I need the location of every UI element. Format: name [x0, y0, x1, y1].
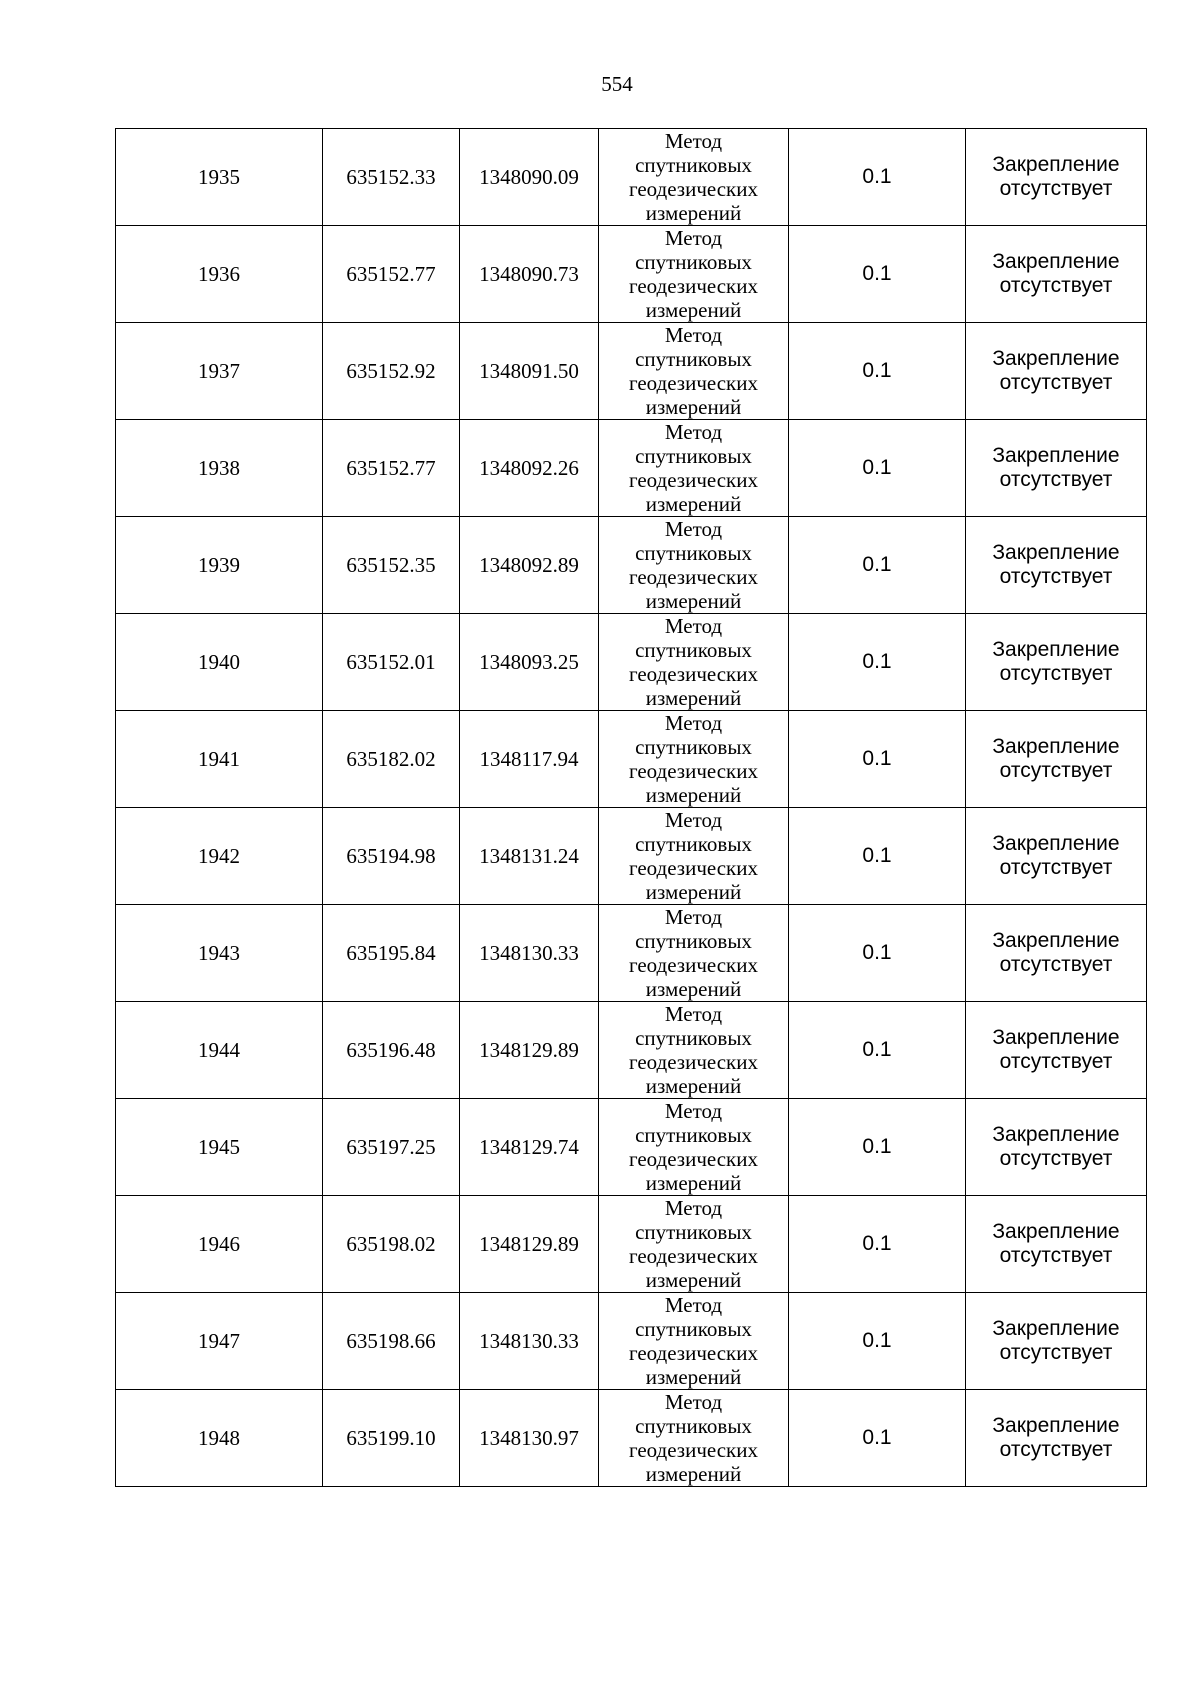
method-line: измерений — [645, 686, 742, 710]
method-line: спутниковых — [635, 1123, 752, 1147]
method-line: геодезических — [628, 662, 758, 686]
method-line: измерений — [645, 492, 742, 516]
fixation-cell — [966, 614, 1147, 711]
method-line: измерений — [645, 1074, 742, 1098]
fixation-line: Закрепление — [992, 832, 1120, 855]
point-number-cell: 1948 — [116, 1390, 323, 1487]
fixation-line: отсутствует — [999, 856, 1113, 879]
accuracy-cell: 0.1 — [789, 1390, 966, 1487]
method-line: геодезических — [628, 1050, 758, 1074]
method-cell — [599, 1293, 789, 1390]
fixation-line: Закрепление — [992, 1317, 1120, 1340]
method-cell — [599, 711, 789, 808]
fixation-cell — [966, 226, 1147, 323]
method-line: Метод — [664, 905, 723, 929]
x-coordinate-cell: 635152.01 — [323, 614, 460, 711]
fixation-cell — [966, 711, 1147, 808]
fixation-line: отсутствует — [999, 1244, 1113, 1267]
fixation-line: отсутствует — [999, 1341, 1113, 1364]
method-line: геодезических — [628, 468, 758, 492]
fixation-line: Закрепление — [992, 638, 1120, 661]
method-cell — [599, 1002, 789, 1099]
fixation-line: отсутствует — [999, 565, 1113, 588]
method-line: Метод — [664, 808, 723, 832]
fixation-line: Закрепление — [992, 1220, 1120, 1243]
method-line: геодезических — [628, 1438, 758, 1462]
table-row — [116, 323, 1147, 420]
fixation-line: отсутствует — [999, 274, 1113, 297]
x-coordinate-cell: 635195.84 — [323, 905, 460, 1002]
method-line: измерений — [645, 395, 742, 419]
method-line: спутниковых — [635, 832, 752, 856]
method-cell — [599, 614, 789, 711]
fixation-line: отсутствует — [999, 759, 1113, 782]
method-cell — [599, 226, 789, 323]
accuracy-cell: 0.1 — [789, 614, 966, 711]
method-cell — [599, 808, 789, 905]
fixation-line: отсутствует — [999, 662, 1113, 685]
method-cell — [599, 1196, 789, 1293]
x-coordinate-cell: 635152.33 — [323, 129, 460, 226]
fixation-line: отсутствует — [999, 1438, 1113, 1461]
accuracy-cell: 0.1 — [789, 1196, 966, 1293]
fixation-cell — [966, 808, 1147, 905]
method-cell — [599, 323, 789, 420]
x-coordinate-cell: 635198.02 — [323, 1196, 460, 1293]
fixation-cell — [966, 905, 1147, 1002]
method-line: спутниковых — [635, 444, 752, 468]
fixation-cell — [966, 1099, 1147, 1196]
method-cell — [599, 1390, 789, 1487]
method-line: измерений — [645, 880, 742, 904]
fixation-line: Закрепление — [992, 1026, 1120, 1049]
fixation-line: Закрепление — [992, 1414, 1120, 1437]
method-line: геодезических — [628, 759, 758, 783]
fixation-cell — [966, 1293, 1147, 1390]
fixation-cell — [966, 323, 1147, 420]
method-line: спутниковых — [635, 1220, 752, 1244]
method-line: Метод — [664, 323, 723, 347]
accuracy-cell: 0.1 — [789, 1099, 966, 1196]
fixation-line: отсутствует — [999, 177, 1113, 200]
y-coordinate-cell: 1348090.09 — [460, 129, 599, 226]
method-line: измерений — [645, 589, 742, 613]
method-line: геодезических — [628, 274, 758, 298]
page-number: 554 — [601, 72, 633, 96]
x-coordinate-cell: 635198.66 — [323, 1293, 460, 1390]
fixation-line: отсутствует — [999, 468, 1113, 491]
fixation-line: Закрепление — [992, 541, 1120, 564]
table-body — [116, 129, 1147, 1487]
point-number-cell: 1946 — [116, 1196, 323, 1293]
coordinates-table — [115, 128, 1147, 1487]
method-line: измерений — [645, 1365, 742, 1389]
method-line: Метод — [664, 226, 723, 250]
method-line: Метод — [664, 614, 723, 638]
method-line: Метод — [664, 420, 723, 444]
point-number-cell: 1941 — [116, 711, 323, 808]
method-cell — [599, 517, 789, 614]
accuracy-cell: 0.1 — [789, 1002, 966, 1099]
method-line: геодезических — [628, 1244, 758, 1268]
method-line: геодезических — [628, 371, 758, 395]
x-coordinate-cell: 635182.02 — [323, 711, 460, 808]
table-row — [116, 1390, 1147, 1487]
method-cell — [599, 420, 789, 517]
accuracy-cell: 0.1 — [789, 517, 966, 614]
fixation-line: отсутствует — [999, 1147, 1113, 1170]
x-coordinate-cell: 635152.35 — [323, 517, 460, 614]
accuracy-cell: 0.1 — [789, 129, 966, 226]
method-line: геодезических — [628, 177, 758, 201]
method-line: спутниковых — [635, 250, 752, 274]
x-coordinate-cell: 635152.92 — [323, 323, 460, 420]
fixation-line: Закрепление — [992, 250, 1120, 273]
fixation-line: Закрепление — [992, 1123, 1120, 1146]
fixation-cell — [966, 517, 1147, 614]
fixation-line: отсутствует — [999, 953, 1113, 976]
method-cell — [599, 129, 789, 226]
x-coordinate-cell: 635196.48 — [323, 1002, 460, 1099]
method-line: измерений — [645, 298, 742, 322]
method-line: спутниковых — [635, 1414, 752, 1438]
y-coordinate-cell: 1348129.89 — [460, 1196, 599, 1293]
accuracy-cell: 0.1 — [789, 323, 966, 420]
method-line: Метод — [664, 129, 723, 153]
fixation-line: Закрепление — [992, 444, 1120, 467]
method-line: геодезических — [628, 1147, 758, 1171]
y-coordinate-cell: 1348091.50 — [460, 323, 599, 420]
fixation-line: Закрепление — [992, 929, 1120, 952]
method-line: геодезических — [628, 953, 758, 977]
point-number-cell: 1937 — [116, 323, 323, 420]
accuracy-cell: 0.1 — [789, 808, 966, 905]
fixation-line: отсутствует — [999, 371, 1113, 394]
y-coordinate-cell: 1348131.24 — [460, 808, 599, 905]
point-number-cell: 1938 — [116, 420, 323, 517]
accuracy-cell: 0.1 — [789, 420, 966, 517]
point-number-cell: 1940 — [116, 614, 323, 711]
fixation-cell — [966, 1002, 1147, 1099]
accuracy-cell: 0.1 — [789, 905, 966, 1002]
table-row — [116, 226, 1147, 323]
method-line: Метод — [664, 1099, 723, 1123]
method-line: измерений — [645, 201, 742, 225]
point-number-cell: 1943 — [116, 905, 323, 1002]
y-coordinate-cell: 1348117.94 — [460, 711, 599, 808]
fixation-cell — [966, 1390, 1147, 1487]
accuracy-cell: 0.1 — [789, 711, 966, 808]
point-number-cell: 1947 — [116, 1293, 323, 1390]
method-line: Метод — [664, 711, 723, 735]
method-line: измерений — [645, 977, 742, 1001]
method-line: Метод — [664, 1390, 723, 1414]
table-row — [116, 1196, 1147, 1293]
y-coordinate-cell: 1348090.73 — [460, 226, 599, 323]
fixation-cell — [966, 1196, 1147, 1293]
method-line: геодезических — [628, 1341, 758, 1365]
y-coordinate-cell: 1348093.25 — [460, 614, 599, 711]
fixation-line: Закрепление — [992, 347, 1120, 370]
fixation-line: Закрепление — [992, 153, 1120, 176]
y-coordinate-cell: 1348129.89 — [460, 1002, 599, 1099]
accuracy-cell: 0.1 — [789, 226, 966, 323]
y-coordinate-cell: 1348130.33 — [460, 905, 599, 1002]
table-row — [116, 129, 1147, 226]
method-cell — [599, 905, 789, 1002]
table-row — [116, 1002, 1147, 1099]
table-row — [116, 517, 1147, 614]
method-line: измерений — [645, 1268, 742, 1292]
point-number-cell: 1944 — [116, 1002, 323, 1099]
point-number-cell: 1936 — [116, 226, 323, 323]
x-coordinate-cell: 635197.25 — [323, 1099, 460, 1196]
x-coordinate-cell: 635199.10 — [323, 1390, 460, 1487]
fixation-cell — [966, 420, 1147, 517]
table-row — [116, 420, 1147, 517]
x-coordinate-cell: 635152.77 — [323, 420, 460, 517]
accuracy-cell: 0.1 — [789, 1293, 966, 1390]
point-number-cell: 1935 — [116, 129, 323, 226]
method-line: спутниковых — [635, 541, 752, 565]
method-line: Метод — [664, 517, 723, 541]
method-line: спутниковых — [635, 1026, 752, 1050]
table-row — [116, 1293, 1147, 1390]
method-line: спутниковых — [635, 735, 752, 759]
method-line: Метод — [664, 1293, 723, 1317]
fixation-line: Закрепление — [992, 735, 1120, 758]
table-row — [116, 905, 1147, 1002]
method-line: измерений — [645, 783, 742, 807]
y-coordinate-cell: 1348092.26 — [460, 420, 599, 517]
method-line: геодезических — [628, 565, 758, 589]
method-line: спутниковых — [635, 347, 752, 371]
method-line: Метод — [664, 1002, 723, 1026]
method-line: измерений — [645, 1171, 742, 1195]
table-row — [116, 1099, 1147, 1196]
method-line: Метод — [664, 1196, 723, 1220]
method-line: измерений — [645, 1462, 742, 1486]
table-row — [116, 711, 1147, 808]
fixation-line: отсутствует — [999, 1050, 1113, 1073]
method-line: геодезических — [628, 856, 758, 880]
y-coordinate-cell: 1348129.74 — [460, 1099, 599, 1196]
method-line: спутниковых — [635, 153, 752, 177]
point-number-cell: 1939 — [116, 517, 323, 614]
table-row — [116, 808, 1147, 905]
y-coordinate-cell: 1348130.33 — [460, 1293, 599, 1390]
method-line: спутниковых — [635, 1317, 752, 1341]
x-coordinate-cell: 635152.77 — [323, 226, 460, 323]
table-row — [116, 614, 1147, 711]
x-coordinate-cell: 635194.98 — [323, 808, 460, 905]
method-line: спутниковых — [635, 929, 752, 953]
y-coordinate-cell: 1348092.89 — [460, 517, 599, 614]
point-number-cell: 1942 — [116, 808, 323, 905]
point-number-cell: 1945 — [116, 1099, 323, 1196]
method-cell — [599, 1099, 789, 1196]
method-line: спутниковых — [635, 638, 752, 662]
fixation-cell — [966, 129, 1147, 226]
y-coordinate-cell: 1348130.97 — [460, 1390, 599, 1487]
